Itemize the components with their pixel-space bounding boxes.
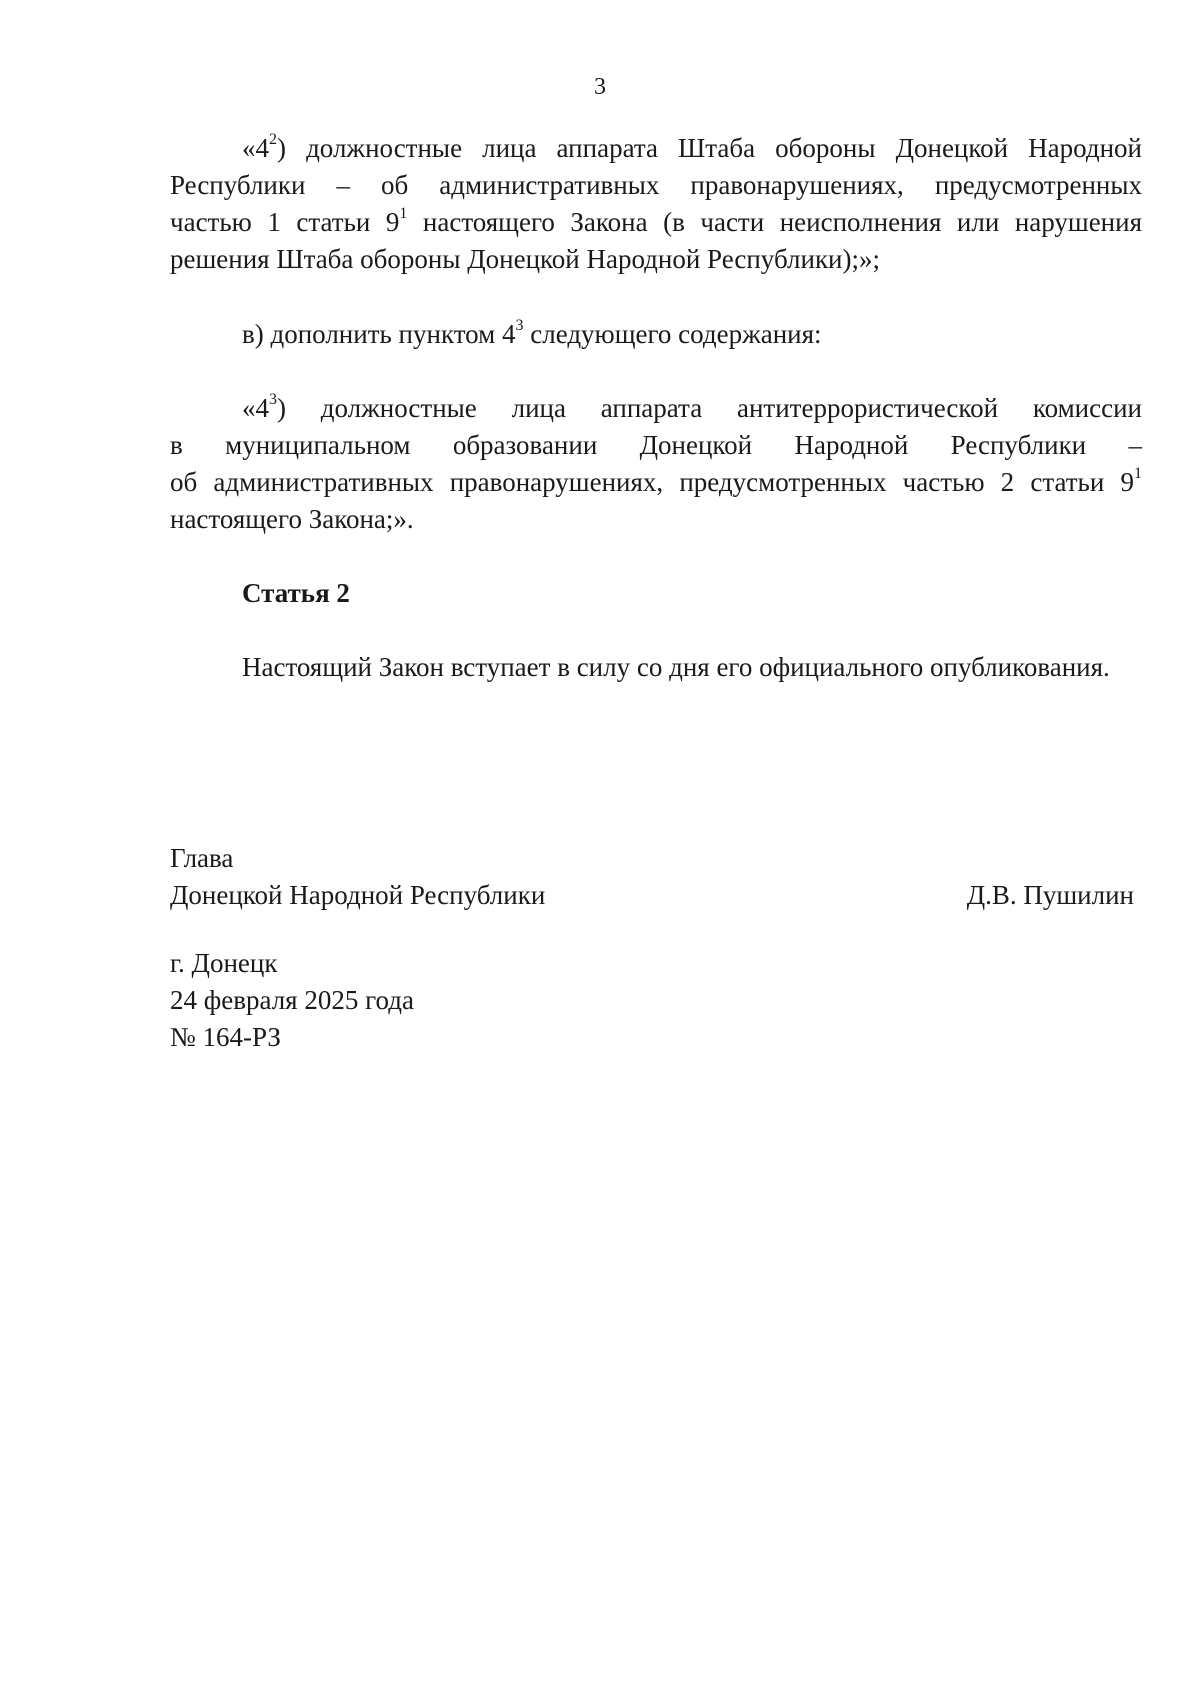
paragraph-line — [170, 130, 1142, 167]
paragraph-line — [170, 427, 1142, 464]
paragraph-line — [170, 241, 1142, 278]
paragraph-line — [170, 316, 1142, 353]
document-number: № 164-РЗ — [170, 1022, 281, 1052]
signatory-title: Донецкой Народной Республики — [170, 880, 546, 910]
line-text: частью 1 статьи 9 — [170, 207, 400, 237]
line-text: в) дополнить пунктом 4 — [242, 319, 516, 349]
line-text: настоящего Закона;». — [170, 504, 414, 534]
superscript: 1 — [1134, 465, 1142, 482]
line-text: следующего содержания: — [523, 319, 822, 349]
signature-row — [170, 877, 1134, 914]
paragraph-4-3 — [170, 390, 1142, 538]
superscript: 3 — [269, 391, 277, 408]
line-text: ) должностные лица аппарата Штаба обороны Донецкой Народной — [277, 133, 1142, 163]
article-body — [170, 649, 1142, 686]
paragraph-line — [170, 501, 1142, 538]
signature-block — [170, 840, 1134, 914]
paragraph-line — [170, 204, 1142, 241]
page-number: 3 — [594, 74, 606, 100]
line-text: Республики – об административных правонарушениях, предусмотренных — [170, 170, 1142, 200]
article-title: Статья 2 — [242, 578, 350, 608]
line-text: об административных правонарушениях, предусмотренных частью 2 статьи 9 — [170, 467, 1134, 497]
paragraph-4-2 — [170, 130, 1142, 278]
paragraph-line — [170, 390, 1142, 427]
paragraph-line — [170, 464, 1142, 501]
article-heading — [170, 575, 1142, 612]
document-city: г. Донецк — [170, 948, 278, 978]
signature-row — [170, 840, 1134, 877]
signatory-name: Д.В. Пушилин — [966, 880, 1134, 910]
signatory-title: Глава — [170, 843, 234, 873]
article-text: Настоящий Закон вступает в силу со дня его официального опубликования. — [242, 652, 1110, 682]
line-text: ) должностные лица аппарата антитеррористической комиссии — [277, 393, 1142, 423]
document-details — [170, 945, 414, 1056]
superscript: 1 — [399, 205, 408, 222]
line-text: настоящего Закона (в части неисполнения или нарушения — [407, 207, 1142, 237]
line-text: «4 — [242, 393, 269, 423]
paragraph-v — [170, 316, 1142, 353]
line-text: решения Штаба обороны Донецкой Народной Республики);»; — [170, 244, 881, 274]
superscript: 2 — [269, 131, 277, 148]
superscript: 3 — [515, 317, 524, 334]
paragraph-line — [170, 167, 1142, 204]
line-text: «4 — [242, 133, 269, 163]
line-text: в муниципальном образовании Донецкой Народной Республики – — [170, 430, 1142, 460]
document-date: 24 февраля 2025 года — [170, 985, 414, 1015]
